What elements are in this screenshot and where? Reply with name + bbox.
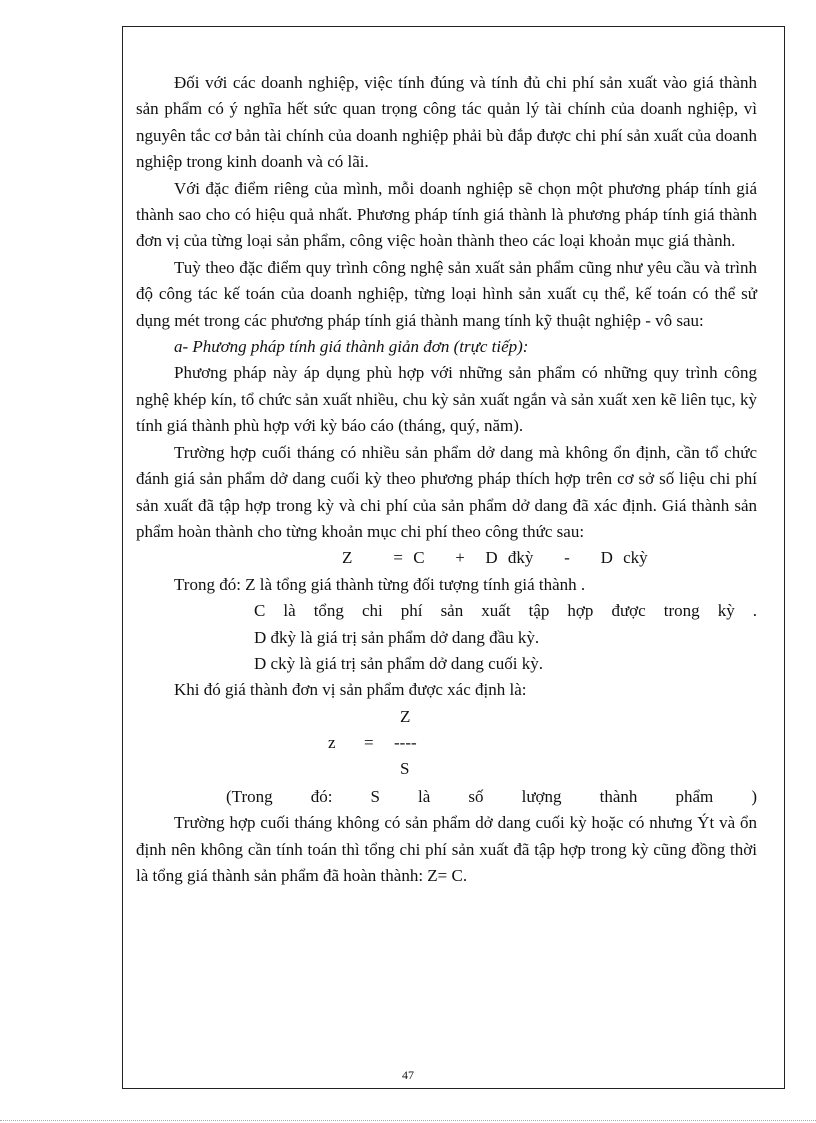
fraction-note: (Trong đó: S là số lượng thành phẩm )	[226, 786, 757, 806]
section-heading-a: a- Phương pháp tính giá thành giản đơn (trực tiếp):	[174, 337, 529, 357]
paragraph-5: Trường hợp cuối tháng có nhiều sản phẩm dở dang mà không ổn định, cần tổ chức đánh giá sản phẩm dở dang cuối kỳ theo phương pháp thích hợp trên cơ sở số liệu chi phí sản xuất đã tập hợp trong kỳ và chi phí của sản phẩm dở dang đã xác định. Giá thành sản phẩm hoàn thành cho từng khoản mục chi phí theo công thức sau:	[136, 442, 757, 541]
page-number: 47	[402, 1068, 414, 1082]
bottom-divider	[0, 1120, 816, 1121]
formula-total-cost: Z = C + D đkỳ - D ckỳ	[342, 548, 648, 568]
where-intro: Trong đó: Z là tổng giá thành từng đối tượng tính giá thành .	[174, 574, 586, 594]
unit-cost-intro: Khi đó giá thành đơn vị sản phẩm được xác định là:	[174, 680, 527, 700]
fraction-lhs: z	[328, 732, 336, 752]
unit-cost-formula	[136, 704, 757, 784]
paragraph-1: Đối với các doanh nghiệp, việc tính đúng và tính đủ chi phí sản xuất vào giá thành sản phẩm có ý nghĩa hết sức quan trọng công tác quản lý tài chính của doanh nghiệp, vì nguyên tắc cơ bản tài chính của doanh nghiệp phải bù đắp được chi phí sản xuất của doanh nghiệp trong kinh doanh và có lãi.	[136, 73, 757, 172]
definition-c: C là tổng chi phí sản xuất tập hợp được trong kỳ .	[254, 601, 757, 621]
paragraph-2: Với đặc điểm riêng của mình, mỗi doanh nghiệp sẽ chọn một phương pháp tính giá thành sao cho có hiệu quả nhất. Phương pháp tính giá thành là phương pháp tính giá thành đơn vị của từng loại sản phẩm, công việc hoàn thành theo các loại khoản mục giá thành.	[136, 178, 757, 251]
definition-d-dky: D đkỳ là giá trị sản phẩm dở dang đầu kỳ.	[254, 627, 540, 647]
paragraph-3: Tuỳ theo đặc điểm quy trình công nghệ sản xuất sản phẩm cũng như yêu cầu và trình độ công tác kế toán của doanh nghiệp, từng loại hình sản xuất cụ thể, kế toán có thể sử dụng mét trong các phương pháp tính giá thành mang tính kỹ thuật nghiệp - vô sau:	[136, 257, 757, 330]
fraction-bar: ----	[394, 732, 417, 752]
paragraph-4: Phương pháp này áp dụng phù hợp với những sản phẩm có những quy trình công nghệ khép kín, tổ chức sản xuất nhiều, chu kỳ sản xuất ngắn và sản xuất xen kẽ liên tục, kỳ tính giá thành phù hợp với kỳ báo cáo (tháng, quý, năm).	[136, 363, 757, 436]
fraction-numerator: Z	[400, 706, 411, 726]
paragraph-6: Trường hợp cuối tháng không có sản phẩm dở dang cuối kỳ hoặc có nhưng Ýt và ổn định nên không cần tính toán thì tổng chi phí sản xuất đã tập hợp trong kỳ cũng đồng thời là tổng giá thành sản phẩm đã hoàn thành: Z= C.	[136, 813, 757, 885]
document-body	[136, 70, 757, 889]
fraction-equals: =	[364, 732, 374, 752]
fraction-denominator: S	[400, 758, 410, 778]
definition-d-cky: D ckỳ là giá trị sản phẩm dở dang cuối kỳ.	[254, 653, 543, 673]
